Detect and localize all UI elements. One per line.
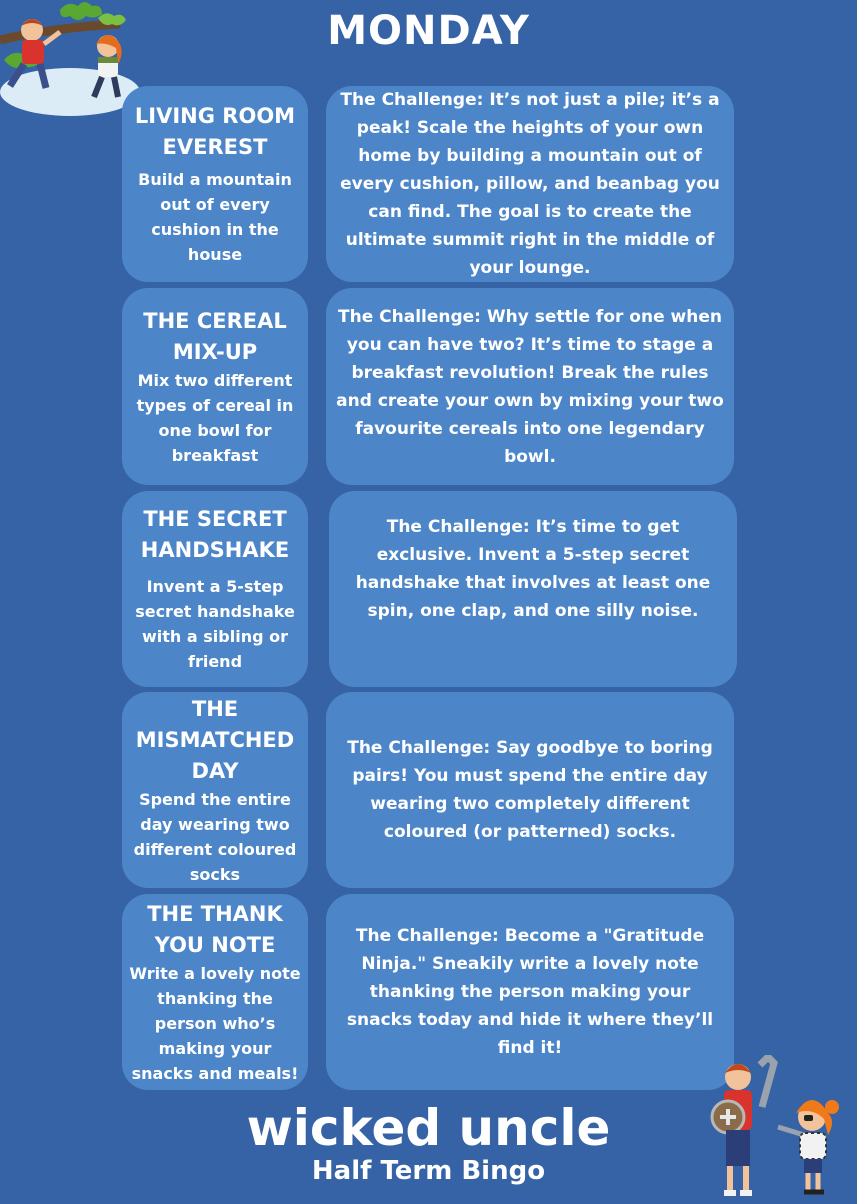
challenge-summary: Invent a 5-step secret handshake with a sibling or friend (135, 577, 295, 671)
challenge-detail-card (326, 86, 734, 282)
challenge-detail: The Challenge: It’s time to get exclusive. Invent a 5-step secret handshake that involves at least one spin, one clap, and one silly noise. (355, 517, 711, 621)
challenge-summary: Mix two different types of cereal in one bowl for breakfast (136, 370, 294, 465)
challenge-detail: The Challenge: Say goodbye to boring pairs! You must spend the entire day wearing two completely different coloured (or patterned) socks. (347, 738, 713, 842)
page-title: MONDAY (327, 8, 530, 54)
challenge-title: THE SECRET HANDSHAKE (140, 507, 290, 562)
challenge-summary: Build a mountain out of every cushion in the house (138, 170, 292, 264)
challenge-detail-card (326, 692, 734, 888)
challenge-title: LIVING ROOM EVEREST (134, 104, 296, 159)
challenge-summary-card (122, 288, 308, 485)
brand-subtitle: Half Term Bingo (311, 1156, 546, 1186)
challenge-title: THE THANK YOU NOTE (147, 901, 283, 957)
challenge-summary-card (122, 692, 308, 888)
challenge-title: THE MISMATCHED DAY (135, 696, 295, 783)
challenge-summary-card (122, 491, 308, 687)
challenge-title: THE CEREAL MIX-UP (143, 308, 287, 364)
challenge-detail: The Challenge: It’s not just a pile; it’s a peak! Scale the heights of your own home by building a mountain out of every cushion, pillow, and beanbag you can find. The goal is to create the ultimate summit right in the middle of your lounge. (340, 90, 720, 278)
challenge-detail: The Challenge: Become a "Gratitude Ninja." Sneakily write a lovely note thanking the person making your snacks today and hide it where they’ll find it! (346, 926, 714, 1058)
challenge-summary: Write a lovely note thanking the person who’s making your snacks and meals! (129, 963, 301, 1083)
challenge-detail-card (329, 491, 737, 687)
challenge-detail-card (326, 894, 734, 1090)
kids-knight-pirate-illustration (700, 1055, 857, 1200)
challenge-summary: Spend the entire day wearing two different coloured socks (133, 789, 297, 884)
challenge-detail-card (326, 288, 734, 485)
challenge-summary-card (122, 86, 308, 282)
brand-logo: wicked uncle (246, 1099, 611, 1157)
challenge-summary-card (122, 894, 308, 1090)
challenge-detail: The Challenge: Why settle for one when you can have two? It’s time to stage a breakfast revolution! Break the rules and create your own by mixing your two favourite cereals into one legendary bowl. (336, 306, 724, 467)
